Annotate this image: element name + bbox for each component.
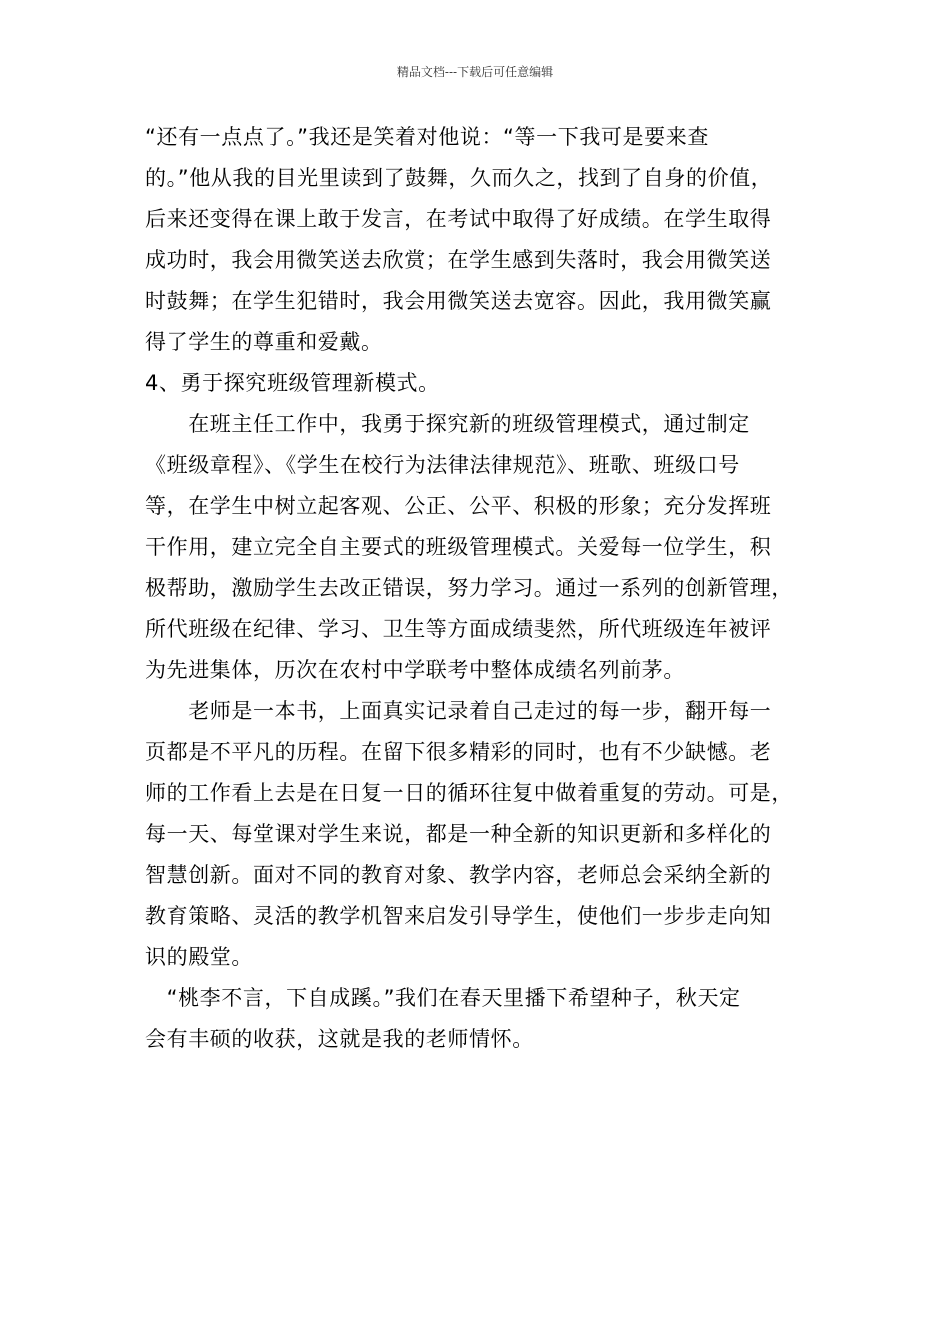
section-heading: 4、勇于探究班级管理新模式。 bbox=[145, 371, 440, 395]
text-line: 识的殿堂。 bbox=[145, 945, 253, 969]
text-line: 为先进集体，历次在农村中学联考中整体成绩名列前茅。 bbox=[145, 658, 685, 682]
text-line: 的。”他从我的目光里读到了鼓舞，久而久之，找到了自身的价值， bbox=[145, 166, 773, 190]
text-line: 页都是不平凡的历程。在留下很多精彩的同时，也有不少缺憾。老 bbox=[145, 740, 772, 764]
text-line: 每一天、每堂课对学生来说，都是一种全新的知识更新和多样化的 bbox=[145, 822, 772, 846]
text-line: 干作用，建立完全自主要式的班级管理模式。关爱每一位学生，积 bbox=[145, 535, 772, 559]
text-line: 得了学生的尊重和爱戴。 bbox=[145, 330, 383, 354]
text-line: 《班级章程》、《学生在校行为法律法律规范》、班歌、班级口号 bbox=[145, 453, 740, 477]
text-line: 成功时，我会用微笑送去欣赏；在学生感到失落时，我会用微笑送 bbox=[145, 248, 772, 272]
text-line: 在班主任工作中，我勇于探究新的班级管理模式，通过制定 bbox=[145, 412, 750, 436]
text-line: 等，在学生中树立起客观、公正、公平、积极的形象；充分发挥班 bbox=[145, 494, 772, 518]
text-line: 时鼓舞；在学生犯错时，我会用微笑送去宽容。因此，我用微笑赢 bbox=[145, 289, 772, 313]
text-line: 极帮助，激励学生去改正错误，努力学习。通过一系列的创新管理， bbox=[145, 576, 793, 600]
text-line: 会有丰硕的收获，这就是我的老师情怀。 bbox=[145, 1027, 534, 1051]
text-line: 智慧创新。面对不同的教育对象、教学内容，老师总会采纳全新的 bbox=[145, 863, 772, 887]
text-line: 老师是一本书，上面真实记录着自己走过的每一步，翻开每一 bbox=[145, 699, 772, 723]
page-header: 精品文档---下载后可任意编辑 bbox=[396, 65, 554, 79]
text-line: 后来还变得在课上敢于发言，在考试中取得了好成绩。在学生取得 bbox=[145, 207, 772, 231]
text-line: “桃李不言，下自成蹊。”我们在春天里播下希望种子，秋天定 bbox=[145, 986, 741, 1010]
text-line: 教育策略、灵活的教学机智来启发引导学生，使他们一步步走向知 bbox=[145, 904, 772, 928]
text-line: 所代班级在纪律、学习、卫生等方面成绩斐然，所代班级连年被评 bbox=[145, 617, 772, 641]
text-line: 师的工作看上去是在日复一日的循环往复中做着重复的劳动。可是， bbox=[145, 781, 793, 805]
text-line: “还有一点点了。”我还是笑着对他说：“等一下我可是要来查 bbox=[145, 125, 709, 149]
